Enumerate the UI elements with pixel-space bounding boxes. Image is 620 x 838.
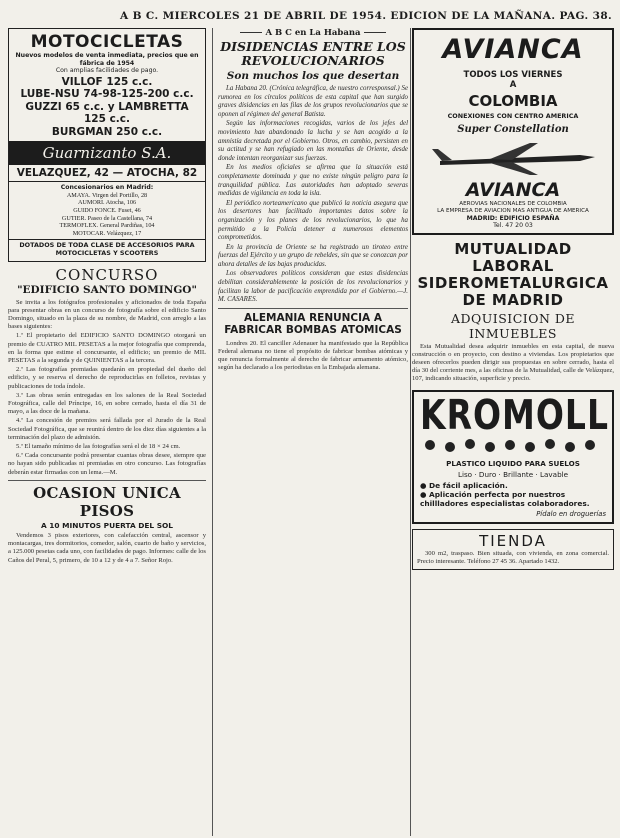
ocasion-text [8, 532, 206, 565]
concurso-paragraph: 4.ª La concesión de premios será fallada por el Jurado de la Real Sociedad Fotográfica, que se reunirá dentro de los diez días siguientes a la terminación del plazo de admisión. [8, 417, 206, 441]
concurso-subtitle: "EDIFICIO SANTO DOMINGO" [17, 283, 197, 296]
moto-ad-agent: AUMORI. Atocha, 106 [77, 199, 137, 207]
avianca-line1: TODOS LOS VIERNES [463, 70, 563, 80]
tienda-title: TIENDA [479, 531, 547, 550]
column-middle [218, 28, 408, 836]
article-subhead: Son muchos los que desertan [226, 70, 400, 82]
mutualidad-title: MUTUALIDAD LABORAL SIDEROMETALURGICA DE MADRID [417, 239, 609, 309]
concurso-section [8, 266, 206, 477]
avianca-destination: COLOMBIA [468, 92, 558, 110]
divider [218, 308, 408, 309]
kromoll-ad [412, 390, 614, 524]
moto-ad-model: LUBE-NSU 74-98-125-200 c.c. [20, 88, 194, 101]
avianca-office: MADRID: EDIFICIO ESPAÑA [466, 214, 560, 222]
kromoll-bullets [420, 481, 606, 508]
article-section: A B C en La Habana [265, 28, 361, 38]
kromoll-footer: Pídalo en droguerías [536, 509, 606, 518]
moto-ad-address: VELAZQUEZ, 42 — ATOCHA, 82 [9, 165, 205, 182]
article-paragraph: En la provincia de Oriente se ha registrado un tiroteo entre fuerzas del Ejército y un grupo de rebeldes, sin que se conozcan por ahora detalles de las bajas producidas. [218, 243, 408, 268]
bullet-icon: ● [420, 489, 430, 499]
moto-ad-agent: AMAYA. Virgen del Portillo, 28 [66, 191, 148, 199]
moto-ad-title: MOTOCICLETAS [30, 32, 184, 52]
divider [8, 480, 206, 481]
moto-ad-agent: GUIDO FONCE. Fuset, 46 [73, 207, 141, 215]
moto-ad-model: GUZZI 65 c.c. y LAMBRETTA 125 c.c. [25, 100, 189, 126]
avianca-brand2: AVIANCA [465, 179, 561, 201]
avianca-connections: CONEXIONES CON CENTRO AMERICA [447, 112, 579, 120]
column-left [8, 28, 206, 836]
moto-ad-model: BURGMAN 250 c.c. [51, 125, 163, 138]
kromoll-bullet [420, 490, 606, 508]
avianca-motto: AEROVIAS NACIONALES DE COLOMBIA [459, 201, 567, 207]
kromoll-qualities: Liso · Duro · Brillante · Lavable [457, 469, 569, 479]
column-right [412, 28, 614, 836]
tienda-text [417, 550, 609, 566]
concurso-paragraph: Se invita a los fotógrafos profesionales y aficionados de toda España para presentar obras en un concurso de fotografía sobre el edificio Santo Domingo, situado en la plaza de su nombre, de Madrid, con arreglo a las bases siguientes: [8, 298, 206, 331]
ocasion-subtitle: A 10 MINUTOS PUERTA DEL SOL [40, 520, 174, 530]
moto-ad-model: VILLOF 125 c.c. [61, 75, 153, 88]
moto-ad-footer: DOTADOS DE TODA CLASE DE ACCESORIOS PARA MOTOCICLETAS Y SCOOTERS [9, 239, 205, 257]
concurso-body [8, 299, 206, 477]
ocasion-ad [8, 484, 206, 565]
avianca-pioneer: LA EMPRESA DE AVIACION MAS ANTIGUA DE AMERICA [437, 207, 589, 214]
moto-ad-agent: MOTOCAR. Velázquez, 17 [72, 229, 142, 237]
article2-paragraph: Londres 20. El canciller Adenauer ha manifestado que la República Federal alemana no tiene el propósito de fabricar bombas atómicas y que renuncia formalmente al derecho de fabricar armamento atómico, según ha declarado a los periodistas en la Embajada alemana. [218, 339, 408, 372]
mutualidad-ad [412, 241, 614, 384]
tienda-ad [412, 529, 614, 570]
mutualidad-text [412, 343, 614, 384]
article-paragraph: El periódico norteamericano que publicó la noticia asegura que los desertores han facilitado importantes datos sobre la organización y los planes de los revolucionarios, lo que ha permitido a la Policía detener a numerosos elementos comprometidos. [218, 199, 408, 242]
kromoll-bullet-text: De fácil aplicación. [429, 480, 508, 490]
motorcycle-ad [8, 28, 206, 262]
avianca-brand: AVIANCA [442, 34, 584, 65]
moto-ad-models [13, 76, 201, 139]
article-paragraph: Según las informaciones recogidas, varios de los jefes del movimiento han abandonado la lucha y se han acogido a la amnistía decretada por el Gobierno. Otros, en cambio, persisten en su actitud y se han refugiado en las montañas de Oriente, desde donde intentan reorganizar sus fuerzas. [218, 120, 408, 162]
column-rule [410, 28, 411, 836]
mutualidad-paragraph: Esta Mutualidad desea adquirir inmuebles en esta capital, de nueva construcción o en proyecto, con destino a viviendas. Los propietarios que deseen ofrecerlos pueden dirigir sus propuestas en sobre cerrado, hasta el día 30 del corriente mes, a las oficinas de la Mutualidad, calle de Velázquez, 107, indicando situación, superficie y precio. [412, 342, 614, 383]
kromoll-brand: KROMOLL [420, 389, 609, 439]
drip-decoration-icon [420, 437, 606, 457]
avianca-ad [412, 28, 614, 235]
moto-ad-agent: TERMOFLEX. General Pardiñas, 104 [59, 222, 155, 230]
avianca-line2: A [509, 80, 517, 90]
tienda-paragraph: 300 m2, traspaso. Bien situada, con vivienda, en zona comercial. Precio interesante. Teléfono 27 45 36. Apartado 1432. [417, 549, 609, 565]
article-section-label [218, 28, 408, 38]
avianca-phone: Tel. 47 20 03 [493, 221, 533, 229]
moto-ad-agents-title: Concesionarios en Madrid: [60, 184, 154, 192]
avianca-aircraft: Super Constellation [457, 124, 569, 135]
article-paragraph: Los observadores políticos consideran que estas disidencias debilitan considerablemente la posición de los revolucionarios y facilitan la labor de pacificación emprendida por el Gobierno.—J. M. CASARES. [218, 270, 408, 304]
article-headline: DISIDENCIAS ENTRE LOS REVOLUCIONARIOS [220, 39, 406, 68]
article2-headline: ALEMANIA RENUNCIA A FABRICAR BOMBAS ATOMICAS [224, 311, 402, 337]
kromoll-bullet-text: Aplicación perfecta por nuestros chillladores especialistas colaboradores. [420, 489, 590, 508]
concurso-paragraph: 1.ª El propietario del EDIFICIO SANTO DOMINGO otorgará un premio de CUATRO MIL PESETAS a la mejor fotografía que comprenda, en la forma que estime el concursante, el edificio; un premio de MIL PESETAS a la segunda y de QUINIENTAS a la tercera. [8, 332, 206, 365]
page-header: A B C. MIERCOLES 21 DE ABRIL DE 1954. EDICION DE LA MAÑANA. PAG. 38. [120, 10, 613, 22]
ocasion-title: OCASION UNICA PISOS [33, 483, 181, 520]
article2-body [218, 340, 408, 373]
concurso-paragraph: 6.ª Cada concursante podrá presentar cuantas obras desee, siempre que no hayan sido publicadas ni premiadas en otro concurso. Las fotografías deberán estar firmadas con un lema.—M. [8, 452, 206, 476]
ocasion-paragraph: Vendemos 3 pisos exteriores, con calefacción central, ascensor y montacargas, tres dormitorios, comedor, salón, cuarto de baño y servicios, a 125.000 pesetas cada uno, con facilidades de pago. Informes: calle de los Caños del Peral, 5, primero, de 10 a 12 y de 4 a 7. Señor Rojo. [8, 531, 206, 564]
bullet-icon: ● [420, 480, 430, 490]
concurso-title: CONCURSO [55, 265, 159, 284]
moto-ad-agent: GUTIER. Paseo de la Castellana, 74 [61, 214, 153, 222]
moto-ad-intro: Nuevos modelos de venta inmediata, precios que en fábrica de 1954 [15, 52, 199, 67]
kromoll-tagline: PLASTICO LIQUIDO PARA SUELOS [446, 458, 580, 468]
moto-ad-agents [13, 192, 201, 238]
article-paragraph: En los medios oficiales se afirma que la situación está completamente dominada y que no existe ningún peligro para la tranquilidad pública. Las autoridades han adoptado severas medidas de vigilancia en toda la isla. [218, 164, 408, 198]
column-rule [212, 28, 213, 836]
kromoll-bullet [420, 481, 606, 490]
concurso-paragraph: 2.ª Las fotografías premiadas quedarán en propiedad del dueño del edificio, y se reserva el derecho de reproducirlas en folletos, revistas y publicaciones de toda índole. [8, 366, 206, 390]
mutualidad-subtitle: ADQUISICION DE INMUEBLES [450, 310, 576, 341]
concurso-paragraph: 5.ª El tamaño mínimo de las fotografías será el de 18 × 24 cm. [16, 443, 181, 451]
article-body [218, 85, 408, 305]
article-lead: La Habana 20. (Crónica telegráfica, de nuestro corresponsal.) Se rumorea en los círculos políticos de esta capital que han surgido graves disidencias en las filas de los grupos revolucionarios que se oponen al régimen del general Batista. [218, 85, 408, 118]
airplane-icon [420, 141, 606, 177]
moto-ad-logo: Guarnizanto S.A. [9, 141, 205, 165]
concurso-paragraph: 3.ª Las obras serán entregadas en los salones de la Real Sociedad Fotográfica, calle del Príncipe, 16, en sobre cerrado, hasta el día 31 de mayo, a las doce de la mañana. [8, 391, 206, 416]
moto-ad-subintro: Con amplias facilidades de pago. [55, 67, 159, 75]
